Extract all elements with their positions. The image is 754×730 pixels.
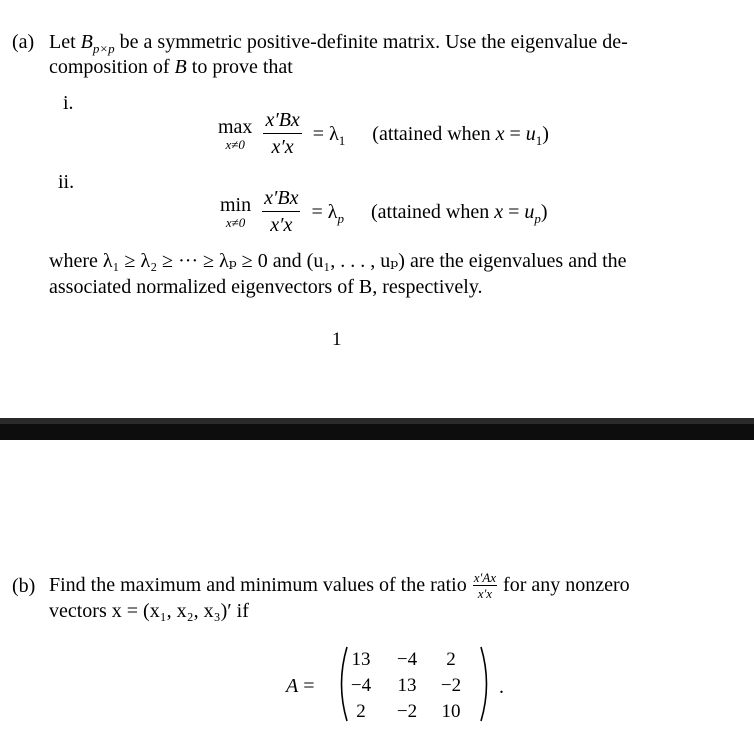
matrix-cell: −4	[350, 675, 372, 696]
matrix-cell: 13	[397, 675, 417, 696]
matrix-cell: −2	[440, 675, 462, 696]
rayleigh-fraction: $\frac{x'Bx}{x'x}$	[265, 109, 300, 158]
part-b-line1: Find the maximum and minimum values of the ratio $\frac{x'Ax}{x'x}$ for any nonzero	[49, 569, 630, 601]
matrix-A	[335, 645, 495, 723]
matrix-cell: −4	[396, 649, 418, 670]
matrix-lhs: A =	[286, 675, 315, 697]
item-i-label: i.	[63, 92, 74, 114]
page-divider	[0, 418, 754, 440]
matrix-cell: 2	[446, 649, 456, 670]
ratio-fraction: $\frac{x'Ax}{x'x}$	[473, 569, 497, 601]
item-i-equation: max x≠0 $\frac{x'Bx}{x'x}$ = $\lambda_1$ (attained when $x = u_1$)	[218, 109, 549, 158]
part-b-line2: vectors x = (x₁, x₂, x₃)′ if	[49, 600, 249, 622]
where-line-1: where λ₁ ≥ λ₂ ≥ ··· ≥ λₚ ≥ 0 and (u₁, . . . , uₚ) are the eigenvalues and the	[49, 250, 627, 272]
part-a-line1: Let $B_{p\times p}$ be a symmetric positive-definite matrix. Use the eigenvalue de-	[49, 31, 628, 56]
where-line-2: associated normalized eigenvectors of B, respectively.	[49, 276, 483, 298]
matrix-cell: 2	[356, 701, 366, 722]
min-operator: min x≠0	[220, 193, 252, 230]
matrix-cell: 10	[441, 701, 461, 722]
rayleigh-fraction: $\frac{x'Bx}{x'x}$	[264, 187, 299, 236]
part-b-label: (b)	[12, 575, 36, 597]
item-ii-label: ii.	[58, 171, 75, 193]
max-operator: max x≠0	[218, 115, 253, 152]
page-number: 1	[332, 329, 342, 350]
matrix-cell: 13	[351, 649, 371, 670]
item-ii-equation: min x≠0 $\frac{x'Bx}{x'x}$ = $\lambda_p$ (attained when $x = u_p$)	[220, 187, 548, 236]
matrix-cell: −2	[396, 701, 418, 722]
matrix-period: .	[499, 676, 504, 698]
part-a-line2: composition of B to prove that	[49, 56, 293, 78]
part-a-label: (a)	[12, 31, 35, 53]
